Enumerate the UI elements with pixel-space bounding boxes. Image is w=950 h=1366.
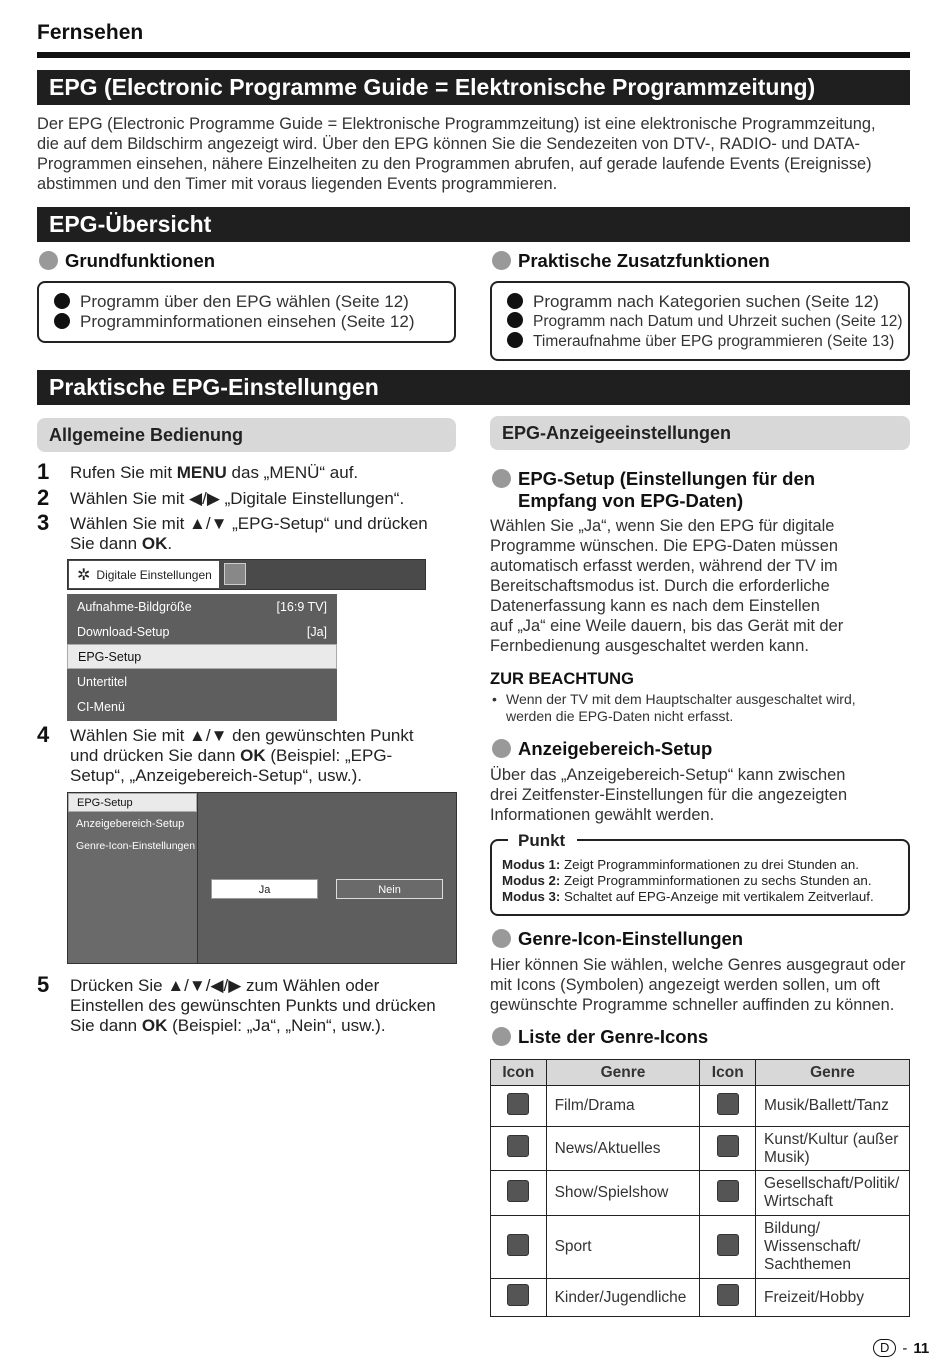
intro-paragraph [37, 114, 917, 194]
table-header-row [491, 1060, 910, 1086]
table-row [491, 1086, 910, 1127]
heading-line: Empfang von EPG-Daten) [518, 490, 744, 511]
step-text-line [70, 534, 428, 554]
note-line: werden die EPG-Daten nicht erfasst. [506, 708, 734, 724]
genre-heading-text: Genre-Icon-Einstellungen [518, 928, 744, 949]
epg-setup-paragraph [490, 516, 910, 656]
note-line: Wenn der TV mit dem Hauptschalter ausgeschaltet wird, [506, 691, 856, 707]
gray-circle-icon [492, 739, 511, 758]
genre-line: Gesellschaft/Politik/ [764, 1175, 900, 1192]
genre-cell: Film/Drama [546, 1086, 700, 1127]
mode-label: Modus 2: [502, 873, 561, 888]
overview-title: EPG-Übersicht [49, 211, 212, 237]
step-text-line: Wählen Sie mit ▲/▼ „EPG-Setup“ und drücken [70, 514, 428, 533]
para-line: auf „Ja“ eine Weile dauern, bis das Gerät mit der [490, 617, 844, 635]
menu-item-label: Aufnahme-Bildgröße [77, 599, 192, 614]
para-line: Datenerfassung kann es nach dem Einstellen [490, 597, 820, 615]
genre-table [490, 1059, 910, 1317]
bullet-icon [507, 312, 523, 328]
gray-circle-icon [39, 251, 58, 270]
menu-item-selected[interactable] [67, 644, 337, 669]
menu-item[interactable]: Anzeigebereich-Setup [76, 818, 185, 830]
mode-label: Modus 3: [502, 889, 561, 904]
list-item [507, 332, 908, 352]
genre-cell: Kinder/Jugendliche [546, 1279, 700, 1317]
music-note-icon [700, 1086, 756, 1127]
art-icon [700, 1127, 756, 1171]
list-item-text: Programminformationen einsehen (Seite 12) [80, 312, 415, 331]
genre-line: Wirtschaft [764, 1193, 833, 1210]
genre-cell: Sport [546, 1216, 700, 1279]
para-line: Bereitschaftsmodus ist. Durch die erforderliche [490, 577, 830, 595]
menu-item-value: [16:9 TV] [276, 599, 327, 614]
punkt-row [502, 873, 874, 889]
extra-heading [492, 250, 770, 272]
genre-cell [756, 1127, 910, 1171]
tab-label: Digitale Einstellungen [96, 567, 212, 582]
menu1-panel [67, 594, 337, 721]
range-paragraph [490, 765, 910, 825]
genre-line: Musik/Ballett/Tanz [764, 1097, 889, 1114]
list-item [54, 312, 454, 332]
ok-key-label: OK [141, 1016, 168, 1035]
list-item [54, 292, 454, 312]
mode-label: Modus 1: [502, 857, 561, 872]
children-icon [491, 1279, 547, 1317]
column-header: Icon [491, 1060, 547, 1086]
intro-line: Programmen einsehen, nähere Einzelheiten zu den Programmen abrufen, auf gerade laufende Events (Ereignisse) [37, 155, 872, 173]
column-header: Genre [756, 1060, 910, 1086]
step-text-line [70, 746, 414, 766]
menu-item[interactable] [67, 694, 337, 719]
step-text-part: und drücken Sie dann [70, 746, 241, 765]
step-1-text [70, 463, 358, 483]
mode-text: Zeigt Programminformationen zu drei Stunden an. [560, 857, 859, 872]
page-footer [873, 1339, 929, 1357]
para-line: Informationen gewählt werden. [490, 806, 715, 824]
genre-line: Bildung/ [764, 1220, 821, 1237]
genre-cell: Show/Spielshow [546, 1171, 700, 1216]
para-line: Hier können Sie wählen, welche Genres ausgegraut oder [490, 956, 906, 974]
step-number: 3 [37, 510, 50, 535]
menu-item-label: Download-Setup [77, 624, 170, 639]
step-text-line: Wählen Sie mit ▲/▼ den gewünschten Punkt [70, 726, 414, 745]
section-header: Fernsehen [37, 21, 144, 44]
page-number: 11 [913, 1339, 930, 1357]
para-line: Programme wünschen. Die EPG-Daten müssen [490, 537, 838, 555]
menu-item[interactable] [67, 669, 337, 694]
table-row [491, 1171, 910, 1216]
intro-line: Der EPG (Electronic Programme Guide = Elektronische Programmzeitung) ist eine elektronische Programmzeitung, [37, 115, 876, 133]
range-heading-text: Anzeigebereich-Setup [518, 738, 713, 759]
film-icon [491, 1086, 547, 1127]
menu2-list [68, 793, 198, 963]
column-header: Genre [546, 1060, 700, 1086]
bullet-icon [54, 313, 70, 329]
footer-separator: - [902, 1339, 908, 1357]
step-3-text [70, 514, 428, 554]
step-number: 1 [37, 459, 50, 484]
para-line: drei Zeitfenster-Einstellungen für die angezeigten [490, 786, 848, 804]
society-icon [700, 1171, 756, 1216]
general-heading-bar [37, 418, 456, 452]
bullet-icon [507, 332, 523, 348]
no-button[interactable]: Nein [336, 879, 443, 899]
yes-button[interactable]: Ja [211, 879, 318, 899]
menu-item-selected[interactable]: EPG-Setup [68, 793, 197, 812]
genre-line: Freizeit/Hobby [764, 1288, 864, 1306]
note-item [490, 691, 856, 725]
list-item [507, 292, 908, 312]
para-line: automatisch erfasst werden, während der TV im [490, 557, 838, 575]
genre-cell [756, 1279, 910, 1317]
step-text-part: . [167, 534, 173, 553]
list-item-text: Programm nach Datum und Uhrzeit suchen (Seite 12) [533, 313, 903, 330]
step-text-part: das „MENÜ“ auf. [226, 463, 359, 482]
region-badge: D [873, 1339, 896, 1357]
menu1-tabbar [67, 559, 426, 590]
genre-cell: News/Aktuelles [546, 1127, 700, 1171]
para-line: Über das „Anzeigebereich-Setup“ kann zwischen [490, 766, 846, 784]
heading-line: EPG-Setup (Einstellungen für den [518, 468, 816, 489]
punkt-row [502, 857, 874, 873]
step-4-text [70, 726, 414, 786]
education-icon [700, 1216, 756, 1279]
tab-digital-settings[interactable] [69, 561, 219, 588]
note-title: ZUR BEACHTUNG [490, 670, 634, 688]
menu-item-value: [Ja] [306, 624, 327, 639]
step-number: 4 [37, 722, 50, 747]
sport-icon [491, 1216, 547, 1279]
step-text-part: Rufen Sie mit [70, 463, 177, 482]
ok-key-label: OK [141, 534, 168, 553]
basic-heading-text: Grundfunktionen [65, 250, 216, 271]
step-2-text: Wählen Sie mit ◀/▶ „Digitale Einstellungen“. [70, 489, 405, 508]
menu2-panel [67, 792, 457, 964]
gear-icon: ✲ [77, 566, 91, 584]
step-text-line [70, 1016, 436, 1036]
general-heading: Allgemeine Bedienung [49, 424, 244, 445]
menu-item-label: Untertitel [77, 674, 128, 689]
settings-title: Praktische EPG-Einstellungen [49, 374, 379, 400]
gray-circle-icon [492, 929, 511, 948]
mode-text: Zeigt Programminformationen zu sechs Stunden an. [560, 873, 872, 888]
genre-cell [756, 1216, 910, 1279]
intro-line: abstimmen und den Timer mit voraus liegenden Events programmieren. [37, 175, 558, 193]
settings-title-bar [37, 370, 910, 405]
genre-line: Sachthemen [764, 1256, 852, 1273]
extra-box [490, 281, 910, 361]
extra-heading-text: Praktische Zusatzfunktionen [518, 250, 770, 271]
step-text-part: (Beispiel: „EPG- [265, 746, 393, 765]
display-heading: EPG-Anzeigeeinstellungen [502, 422, 732, 443]
para-line: Wählen Sie „Ja“, wenn Sie den EPG für digitale [490, 517, 835, 535]
menu-item-label: EPG-Setup [78, 649, 142, 664]
genre-paragraph [490, 955, 915, 1015]
genre-line: Kunst/Kultur (außer [764, 1130, 899, 1148]
step-text-part: Sie dann [70, 1016, 142, 1035]
basic-heading [39, 250, 215, 272]
range-heading [492, 738, 712, 760]
step-text-part: Sie dann [70, 534, 142, 553]
genre-line: Musik) [764, 1148, 810, 1166]
mode-text: Schaltet auf EPG-Anzeige mit vertikalem Zeitverlauf. [560, 889, 874, 904]
step-text-line: Einstellen des gewünschten Punkts und drücken [70, 996, 436, 1015]
list-item-text: Timeraufnahme über EPG programmieren (Seite 13) [533, 333, 895, 350]
column-header: Icon [700, 1060, 756, 1086]
para-line: mit Icons (Symbolen) angezeigt werden sollen, um oft [490, 976, 880, 994]
genre-table-wrap [490, 1059, 910, 1317]
show-icon [491, 1171, 547, 1216]
table-row [491, 1279, 910, 1317]
bullet-icon [507, 293, 523, 309]
menu-item[interactable]: Genre-Icon-Einstellungen [76, 840, 196, 852]
overview-title-bar [37, 207, 910, 242]
gray-circle-icon [492, 1027, 511, 1046]
epg-setup-heading [492, 468, 815, 512]
menu-key-label: MENU [176, 463, 227, 482]
step-number: 5 [37, 972, 50, 997]
hobby-icon [700, 1279, 756, 1317]
genre-list-heading-text: Liste der Genre-Icons [518, 1026, 709, 1047]
picture-icon[interactable] [224, 563, 246, 585]
basic-box [37, 281, 456, 343]
genre-cell [756, 1086, 910, 1127]
bullet-icon: • [492, 691, 497, 707]
genre-line: Wissenschaft/ [764, 1238, 861, 1255]
list-item-text: Programm nach Kategorien suchen (Seite 12) [533, 292, 879, 311]
punkt-title: Punkt [508, 831, 577, 851]
genre-cell [756, 1171, 910, 1216]
gray-circle-icon [492, 469, 511, 488]
display-heading-bar [490, 416, 910, 450]
list-item-text: Programm über den EPG wählen (Seite 12) [80, 292, 409, 311]
table-row [491, 1127, 910, 1171]
header-rule [37, 52, 910, 58]
step-number: 2 [37, 485, 50, 510]
step-text-line: Setup“, „Anzeigebereich-Setup“, usw.). [70, 766, 362, 785]
genre-list-heading [492, 1026, 708, 1048]
para-line: gewünschte Programme schneller auffinden zu können. [490, 996, 895, 1014]
step-5-text [70, 976, 436, 1036]
genre-heading [492, 928, 743, 950]
epg-title-bar [37, 70, 910, 105]
news-icon [491, 1127, 547, 1171]
epg-title: EPG (Electronic Programme Guide = Elektronische Programmzeitung) [49, 74, 816, 100]
menu-item[interactable] [67, 594, 337, 619]
para-line: Fernbedienung ausgeschaltet werden kann. [490, 637, 809, 655]
step-text-line: Drücken Sie ▲/▼/◀/▶ zum Wählen oder [70, 976, 380, 995]
punkt-list [502, 857, 874, 905]
step-text-part: (Beispiel: „Ja“, „Nein“, usw.). [167, 1016, 386, 1035]
list-item [507, 312, 908, 332]
intro-line: die auf dem Bildschirm angezeigt wird. Über den EPG können Sie die Sendezeiten von DTV-, RADIO- und DATA- [37, 135, 860, 153]
gray-circle-icon [492, 251, 511, 270]
punkt-row [502, 889, 874, 905]
menu-item-label: CI-Menü [77, 699, 125, 714]
table-row [491, 1216, 910, 1279]
ok-key-label: OK [240, 746, 266, 765]
menu-item[interactable] [67, 619, 337, 644]
bullet-icon [54, 293, 70, 309]
